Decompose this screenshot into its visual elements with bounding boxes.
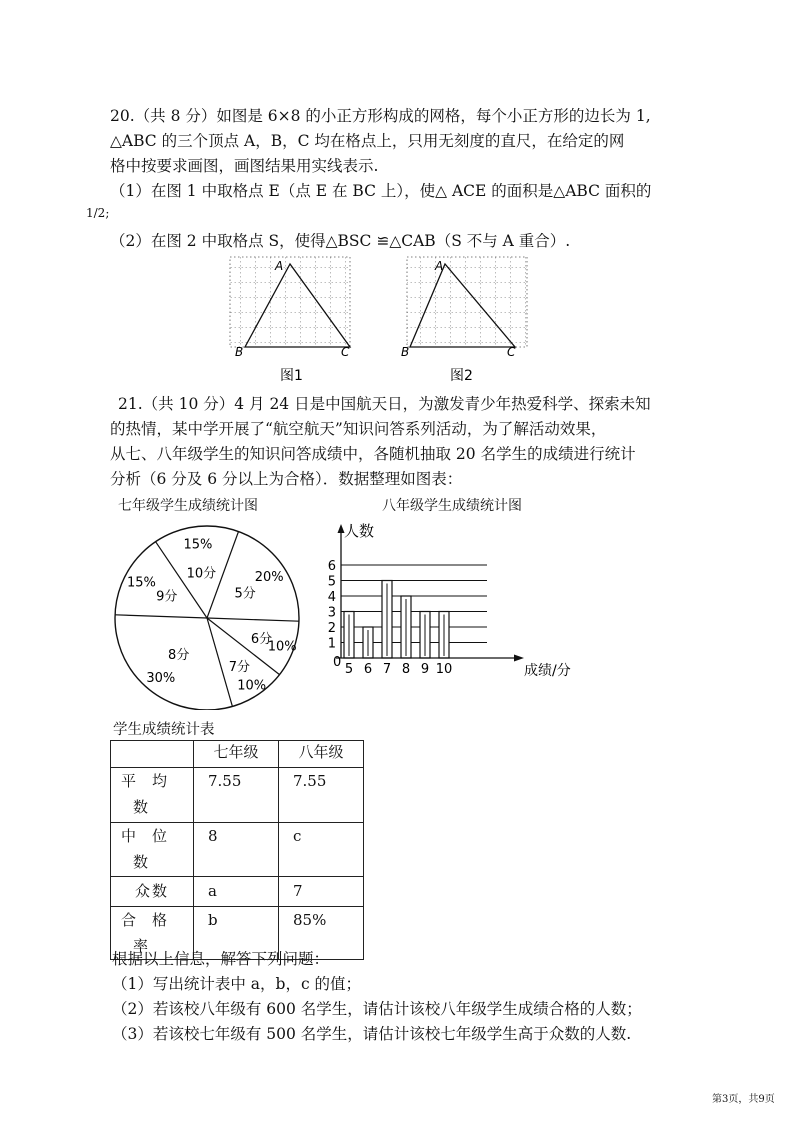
origin-label: 0 <box>333 655 342 670</box>
q20-part1-fraction: 1/2; <box>86 206 110 220</box>
x-tick-5: 5 <box>344 662 354 677</box>
row-mean-grade7: 7.55 <box>194 768 279 823</box>
x-tick-7: 7 <box>382 662 392 677</box>
pie-slice-label-4: 9分 <box>156 589 178 605</box>
q21-line3: 从七、八年级学生的知识问答成绩中，各随机抽取 20 名学生的成绩进行统计 <box>110 445 636 463</box>
pie-slice-boundary-1 <box>207 618 299 621</box>
table-title: 学生成绩统计表 <box>113 722 215 738</box>
y-axis-label: 人数 <box>344 522 375 540</box>
q21-intro: 根据以上信息，解答下列问题： <box>112 950 330 968</box>
q20-line2: △ABC 的三个顶点 A，B，C 均在格点上，只用无刻度的直尺，在给定的网 <box>110 132 625 150</box>
pie-slice-pct-5: 15% <box>183 537 213 553</box>
table-header-blank <box>111 741 194 768</box>
q20-part1: （1）在图 1 中取格点 E（点 E 在 BC 上），使△ ACE 的面积是△ABC 面积的 <box>110 182 652 200</box>
pie-slice-pct-2: 10% <box>237 678 267 694</box>
page-footer: 第3页，共9页 <box>712 1094 775 1105</box>
q20-line3: 格中按要求画图，画图结果用实线表示. <box>110 157 379 175</box>
pie-slice-label-5: 10分 <box>186 566 217 582</box>
pie-slice-label-2: 7分 <box>228 660 251 676</box>
fig1-label-c: C <box>341 345 350 359</box>
y-tick-6: 6 <box>327 559 336 574</box>
row-median-grade7: 8 <box>194 823 279 877</box>
row-pass-rate-grade7: b <box>194 907 279 960</box>
pie-slice-label-0: 5分 <box>234 586 256 602</box>
row-median-label: 中位 数 <box>111 823 194 877</box>
bar-chart-title: 八年级学生成绩统计图 <box>382 498 522 514</box>
row-mean-grade8: 7.55 <box>279 768 364 823</box>
x-axis-label: 成绩/分 <box>524 663 571 679</box>
y-tick-3: 3 <box>327 605 336 621</box>
fig2-caption: 图2 <box>450 368 473 384</box>
pie-slice-boundary-4 <box>115 615 207 618</box>
fig1-label-b: B <box>235 345 244 359</box>
pie-chart-title: 七年级学生成绩统计图 <box>118 498 258 514</box>
row-mode-grade8: 7 <box>279 877 364 907</box>
pie-slice-pct-1: 10% <box>267 639 297 655</box>
y-tick-2: 2 <box>327 621 336 636</box>
q21-ask1: （1）写出统计表中 a，b，c 的值； <box>112 975 362 993</box>
row-pass-rate-label: 合格 率 <box>111 907 194 960</box>
q20-part2: （2）在图 2 中取格点 S，使得△BSC ≌△CAB（S 不与 A 重合）. <box>110 232 571 250</box>
pie-slice-pct-3: 30% <box>146 671 176 687</box>
fig2-label-a: A <box>435 259 444 273</box>
fig2-label-c: C <box>507 345 516 359</box>
y-tick-4: 4 <box>327 590 336 605</box>
pie-slice-pct-0: 20% <box>254 570 284 586</box>
pie-slice-label-1: 6分 <box>250 631 273 647</box>
q21-line4: 分析（6 分及 6 分以上为合格）．数据整理如图表： <box>110 470 463 488</box>
grade7-pie-chart <box>108 520 308 710</box>
x-tick-8: 8 <box>401 662 411 677</box>
y-tick-5: 5 <box>327 574 336 590</box>
x-tick-10: 10 <box>435 662 453 677</box>
y-tick-1: 1 <box>327 636 336 652</box>
fig1-label-a: A <box>275 259 284 273</box>
pie-slice-label-3: 8分 <box>168 648 190 664</box>
row-pass-rate-grade8: 85% <box>279 907 364 960</box>
x-axis-arrow <box>514 655 524 662</box>
stats-table <box>110 740 364 960</box>
x-tick-9: 9 <box>420 662 430 677</box>
grid-fig1 <box>230 257 350 347</box>
row-mode-grade7: a <box>194 877 279 907</box>
fig1-caption: 图1 <box>280 368 303 384</box>
table-header-grade7: 七年级 <box>194 741 279 768</box>
q21-line1: 21.（共 10 分）4 月 24 日是中国航天日，为激发青少年热爱科学、探索未知 <box>118 395 651 413</box>
row-mode-label: 众数 <box>111 877 194 907</box>
q21-ask2: （2）若该校八年级有 600 名学生，请估计该校八年级学生成绩合格的人数； <box>112 1000 642 1018</box>
triangle-figures <box>225 252 545 387</box>
q21-ask3: （3）若该校七年级有 500 名学生，请估计该校七年级学生高于众数的人数. <box>112 1025 632 1043</box>
q21-line2: 的热情，某中学开展了“航空航天”知识问答系列活动，为了解活动效果， <box>110 420 607 438</box>
q20-line1: 20.（共 8 分）如图是 6×8 的小正方形构成的网格，每个小正方形的边长为 1, <box>110 107 651 125</box>
x-tick-6: 6 <box>363 662 373 677</box>
grade8-bar-chart <box>318 518 590 680</box>
row-mean-label: 平均 数 <box>111 768 194 823</box>
pie-slice-pct-4: 15% <box>126 575 156 591</box>
table-header-grade8: 八年级 <box>279 741 364 768</box>
grid-fig2 <box>407 257 527 347</box>
row-median-grade8: c <box>279 823 364 877</box>
fig2-label-b: B <box>401 345 410 359</box>
